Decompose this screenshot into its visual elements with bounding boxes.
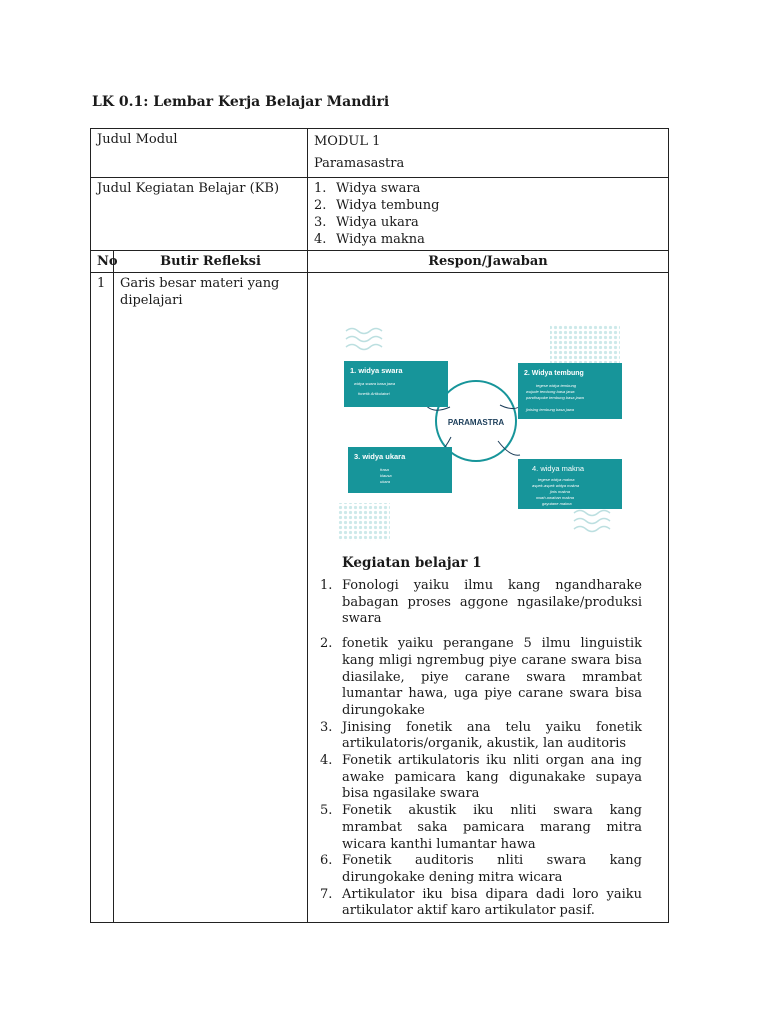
- svg-text:wujude tembung basa jawa: wujude tembung basa jawa: [526, 389, 575, 394]
- svg-text:aspek-aspek widya makna: aspek-aspek widya makna: [532, 483, 580, 488]
- svg-text:jinis makna: jinis makna: [550, 489, 571, 494]
- header-no: No: [91, 251, 114, 273]
- dot-decoration: [550, 325, 620, 365]
- list-item: 2. fonetik yaiku perangane 5 ilmu linguistik kang mligi ngrembug piye carane swara bisa diasilake, piye carane swara mrambat lumantar hawa, uga piye carane swara bisa dirungokake: [320, 636, 642, 718]
- box-widya-ukara: [348, 447, 452, 493]
- box-widya-tembung: [518, 363, 622, 419]
- table-header: [91, 251, 669, 273]
- svg-text:tegese widya makna: tegese widya makna: [538, 477, 575, 482]
- svg-text:tegese widya tembung: tegese widya tembung: [536, 383, 577, 388]
- kb-item: 1. Widya swara: [314, 181, 421, 196]
- kb-label: Judul Kegiatan Belajar (KB): [91, 178, 308, 251]
- center-label: PARAMASTRA: [447, 418, 505, 427]
- modul-value: [308, 129, 669, 178]
- kb-list-cell: [308, 178, 669, 251]
- svg-text:widya swara basa jawa: widya swara basa jawa: [354, 381, 396, 386]
- svg-text:3. widya ukara: 3. widya ukara: [354, 452, 406, 461]
- paramasastra-mindmap: [338, 325, 628, 543]
- svg-text:gayutane makna: gayutane makna: [542, 501, 572, 506]
- worksheet-table: [90, 128, 669, 923]
- row-butir: Garis besar materi yang dipelajari: [114, 273, 308, 923]
- row-number: 1: [91, 273, 114, 923]
- modul-number: MODUL 1: [314, 134, 381, 149]
- list-item: 3. Jinising fonetik ana telu yaiku fonetik artikulatoris/organik, akustik, lan auditoris: [320, 719, 642, 752]
- svg-text:klausa: klausa: [380, 473, 392, 478]
- header-respon: Respon/Jawaban: [308, 251, 669, 273]
- svg-text:pandhapuke tembung basa jawa: pandhapuke tembung basa jawa: [526, 395, 584, 400]
- table-row: [91, 273, 669, 923]
- list-item: 4. Fonetik artikulatoris iku nliti organ ana ing awake pamicara kang digunakake supaya bisa ngasilake swara: [320, 753, 642, 802]
- kegiatan-belajar-title: Kegiatan belajar 1: [342, 555, 482, 571]
- box-widya-swara: [344, 361, 448, 407]
- list-item: 1. Fonologi yaiku ilmu kang ngandharake babagan proses aggone ngasilake/produksi swara: [320, 578, 642, 627]
- page-title: LK 0.1: Lembar Kerja Belajar Mandiri: [92, 94, 390, 110]
- kegiatan-belajar-list: [320, 578, 642, 920]
- kb-list: [314, 180, 662, 248]
- list-item: 7. Artikulator iku bisa dipara dadi loro yaiku artikulator aktif karo artikulator pasif.: [320, 886, 642, 919]
- box-widya-makna: [518, 459, 622, 509]
- dot-decoration: [338, 503, 390, 541]
- svg-text:owah-owahan makna: owah-owahan makna: [536, 495, 575, 500]
- modul-name: Paramasastra: [314, 156, 405, 171]
- header-butir: Butir Refleksi: [114, 251, 308, 273]
- svg-text:frasa: frasa: [380, 467, 389, 472]
- modul-label: Judul Modul: [91, 129, 308, 178]
- svg-text:2. Widya tembung: 2. Widya tembung: [524, 370, 584, 377]
- modul-row: [91, 129, 669, 178]
- kb-item: 2. Widya tembung: [314, 198, 440, 213]
- svg-text:jinising tembung basa jawa: jinising tembung basa jawa: [526, 407, 575, 412]
- svg-text:ukara: ukara: [380, 479, 391, 484]
- kb-item: 3. Widya ukara: [314, 215, 419, 230]
- list-item: 5. Fonetik akustik iku nliti swara kang mrambat saka pamicara marang mitra wicara kanthi lumantar hawa: [320, 803, 642, 852]
- list-item: 6. Fonetik auditoris nliti swara kang dirungokake dening mitra wicara: [320, 853, 642, 885]
- svg-text:fonetik Artikulatori: fonetik Artikulatori: [358, 391, 390, 396]
- svg-text:4. widya makna: 4. widya makna: [532, 464, 585, 473]
- kb-item: 4. Widya makna: [314, 232, 425, 247]
- row-response: [308, 273, 669, 923]
- kb-row: [91, 178, 669, 251]
- svg-text:1. widya swara: 1. widya swara: [350, 366, 403, 375]
